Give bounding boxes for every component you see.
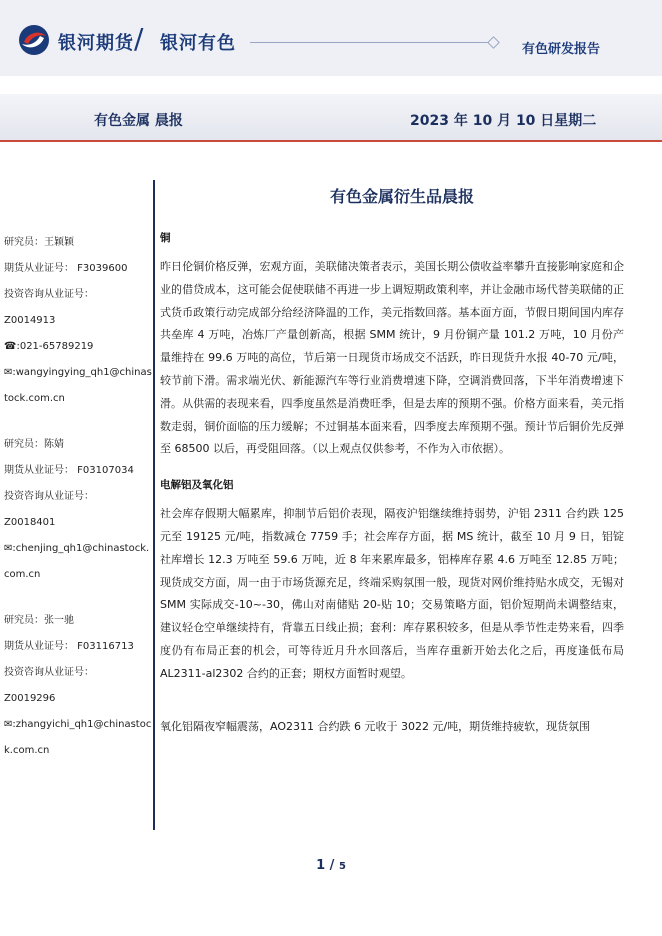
page-separator: / xyxy=(329,858,335,873)
analyst-license: 期货从业证号： F03116713 xyxy=(4,641,134,652)
analyst-email-cont[interactable]: com.cn xyxy=(4,569,41,580)
analyst-card xyxy=(4,432,149,588)
subheader-title: 有色金属 晨报 xyxy=(94,113,183,129)
analyst-advisory-no: Z0014913 xyxy=(4,315,56,326)
alumina-paragraph: 氧化铝隔夜窄幅震荡，AO2311 合约跌 6 元收于 3022 元/吨，期货维持疲软，现货氛围 xyxy=(160,719,591,733)
analyst-sidebar xyxy=(4,230,152,784)
subheader-bar xyxy=(0,94,662,142)
analyst-advisory-label: 投资咨询从业证号： xyxy=(4,667,94,678)
analyst-email-cont[interactable]: tock.com.cn xyxy=(4,393,65,404)
brand-separator: / xyxy=(134,22,144,55)
analyst-email[interactable]: ✉:wangyingying_qh1@chinas xyxy=(4,367,152,378)
analyst-card xyxy=(4,608,152,764)
section-heading-copper: 铜 xyxy=(160,232,171,244)
galaxy-logo-icon xyxy=(18,24,50,56)
header-band xyxy=(0,0,662,76)
current-page: 1 xyxy=(316,858,326,873)
diamond-icon xyxy=(487,36,500,49)
report-date: 2023 年 10 月 10 日星期二 xyxy=(410,113,597,129)
analyst-name: 研究员：王颖颖 xyxy=(4,237,74,248)
analyst-advisory-no: Z0018401 xyxy=(4,517,56,528)
analyst-name: 研究员：张一驰 xyxy=(4,615,74,626)
section-heading-aluminum: 电解铝及氧化铝 xyxy=(160,479,234,492)
analyst-advisory-no: Z0019296 xyxy=(4,693,56,704)
analyst-card xyxy=(4,230,152,412)
analyst-license: 期货从业证号： F3039600 xyxy=(4,263,128,274)
analyst-advisory-label: 投资咨询从业证号： xyxy=(4,491,94,502)
report-type: 有色研发报告 xyxy=(522,42,601,57)
analyst-advisory-label: 投资咨询从业证号： xyxy=(4,289,94,300)
header-divider-line xyxy=(250,42,490,43)
sub-brand-name: 银河有色 xyxy=(160,33,236,54)
copper-paragraph: 昨日伦铜价格反弹，宏观方面，美联储决策者表示，美国长期公债收益率攀升直接影响家庭和企业的借贷成本，这可能会促使联储不再进一步上调短期政策利率，并让金融市场代替美联储的正式货币政策行动完成部分给经济降温的工作，美元指数回落。基本面方面，节假日期间国内库存共垒库 4 万吨，冶炼厂产量创新高，根据 SMM 统计，9 月份铜产量 101.2 万吨，10 月份产量维持在 99.6 万吨的高位，节后第一日现货市场成交不活跃，昨日现货升水报 40-70 元/吨，较节前下滑。需求端光伏、新能源汽车等行业消费增速下降，空调消费回落，下半年消费增速下滑。从供需的表现来看，四季度虽然是消费旺季，但是去库的预期不强。价格方面来看，美元指数走弱，铜价面临的压力缓解；不过铜基本面来看，四季度去库预期不强。预计节后铜价先反弹至 68500 以后，再受阻回落。（以上观点仅供参考，不作为入市依据）。 xyxy=(160,260,624,456)
analyst-license: 期货从业证号： F03107034 xyxy=(4,465,134,476)
analyst-email[interactable]: ✉:chenjing_qh1@chinastock. xyxy=(4,543,150,554)
aluminum-paragraph: 社会库存假期大幅累库，抑制节后铝价表现，隔夜沪铝继续维持弱势，沪铝 2311 合约跌 125 元至 19125 元/吨，指数减仓 7759 手；社会库存方面，据 MS 统计，截至 10 月 9 日，铝锭社库增长 12.3 万吨至 59.6 万吨，近 8 年来累库最多，铝棒库存累 4.6 万吨至 12.85 万吨；现货成交方面，周一由于市场货源充足，终端采购氛围一般，现货对网价维持贴水成交，无锡对 SMM 实际成交-10~-30，佛山对南储贴 20-贴 10；交易策略方面，铝价短期尚未调整结束，建议轻仓空单继续持有，背靠五日线止损；套利：库存累积较多，但是从季节性走势来看，四季度仍有布局正套的机会，可等待近月升水回落后，当库存重新开始去化之后，再度逢低布局 AL2311-al2302 合约的正套；期权方面暂时观望。 xyxy=(160,507,624,680)
brand-name: 银河期货 xyxy=(58,33,134,54)
analyst-email[interactable]: ✉:zhangyichi_qh1@chinastoc xyxy=(4,719,152,730)
total-pages: 5 xyxy=(338,861,346,872)
document-title: 有色金属衍生品晨报 xyxy=(329,187,474,206)
column-divider xyxy=(153,180,155,830)
analyst-phone: ☎:021-65789219 xyxy=(4,341,94,352)
page-number xyxy=(0,858,662,873)
analyst-name: 研究员：陈婧 xyxy=(4,439,64,450)
main-content xyxy=(160,180,624,738)
analyst-email-cont[interactable]: k.com.cn xyxy=(4,745,50,756)
